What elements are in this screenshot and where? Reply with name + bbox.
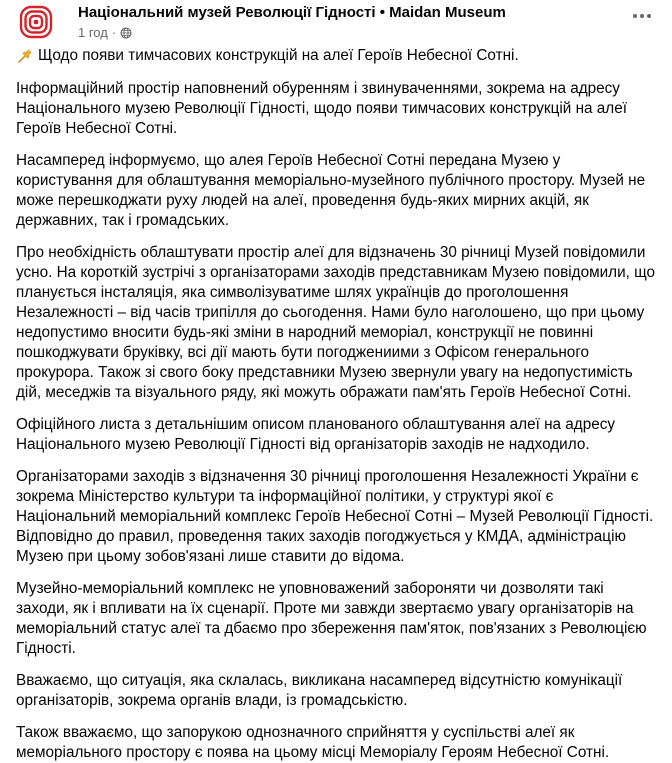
post-paragraph: Музейно-меморіальний комплекс не уповноважений забороняти чи дозволяти такі заходи, як і впливати на їх сценарії. Проте ми завжди звертаємо увагу організаторів на меморіальний статус алеї та дбаємо про збереження пам'яток, пов'язаних з Революцією Гідності.: [16, 580, 647, 657]
post-paragraph: Про необхідність облаштувати простір алеї для відзначень 30 річниці Музей повідомили усно. На короткій зустрічі з організаторами заходів представникам Музею повідомили, що планується інсталяція, яка символізуватиме шлях українців до проголошення Незалежності – від часів трипілля до сьогодення. Нами було наголошено, що при цьому недопустимо вносити будь-які зміни в народний меморіал, конструкції не повинні пошкоджувати бруківку, всі дії мають бути погоджениими з Офісом генерального прокурора. Також зі свого боку представники Музею звернули увагу на недопустимість дій, меседжів та візуального ряду, які можуть ображати пам'ять Героїв Небесної Сотні.: [16, 244, 656, 401]
post-paragraph: Офіційного листа з детальнішим описом планованого облаштування алеї на адресу Національного музею Революції Гідності від організаторів заходів не надходило.: [16, 416, 616, 453]
post-paragraph: Організаторами заходів з відзначення 30 річниці проголошення Незалежності України є зокрема Міністерство культури та інформаційної політики, у структурі якої є Національний меморіальний комплекс Героїв Небесної Сотні – Музей Революції Гідності. Відповідно до правил, проведення таких заходів погоджується у КМДА, адміністрацію Музею при цьому зобов'язані лише ставити до відома.: [16, 468, 654, 565]
post-body: [16, 46, 656, 763]
more-options-button[interactable]: [628, 6, 656, 26]
post-paragraph: Також вважаємо, що запорукою однозначного сприйняття у суспільстві алеї як меморіального простору є поява на цьому місці Меморіалу Героям Небесної Сотні.: [16, 724, 610, 761]
globe-icon[interactable]: [120, 27, 132, 39]
post-meta: [78, 25, 132, 40]
meta-separator: ·: [111, 25, 117, 40]
more-horizontal-icon: [632, 13, 652, 19]
post-header: [16, 0, 656, 46]
post-headline: [16, 46, 656, 66]
museum-logo-icon: [16, 2, 56, 42]
page-name-link[interactable]: Національний музей Революції Гідності • Maidan Museum: [78, 4, 506, 21]
pin-icon: [16, 47, 34, 65]
post-paragraph: Інформаційний простір наповнений обуренням і звинуваченнями, зокрема на адресу Національного музею Революції Гідності, щодо появи тимчасових конструкцій на алеї Героїв Небесної Сотні.: [16, 80, 627, 137]
page-avatar[interactable]: [16, 2, 56, 42]
headline-text: Щодо появи тимчасових конструкцій на алеї Героїв Небесної Сотні.: [38, 47, 519, 64]
post-paragraph: Вважаємо, що ситуація, яка склалась, викликана насамперед відсутністю комунікації організаторів, зокрема органів влади, із громадськістю.: [16, 672, 623, 709]
post-timestamp[interactable]: 1 год: [78, 25, 108, 40]
post-paragraph: Насамперед інформуємо, що алея Героїв Небесної Сотні передана Музею у користування для облаштування меморіально-музейного публічного простору. Музей не може перешкоджати руху людей на алеї, проведення будь-яких мирних акцій, як державних, так і громадських.: [16, 152, 646, 229]
